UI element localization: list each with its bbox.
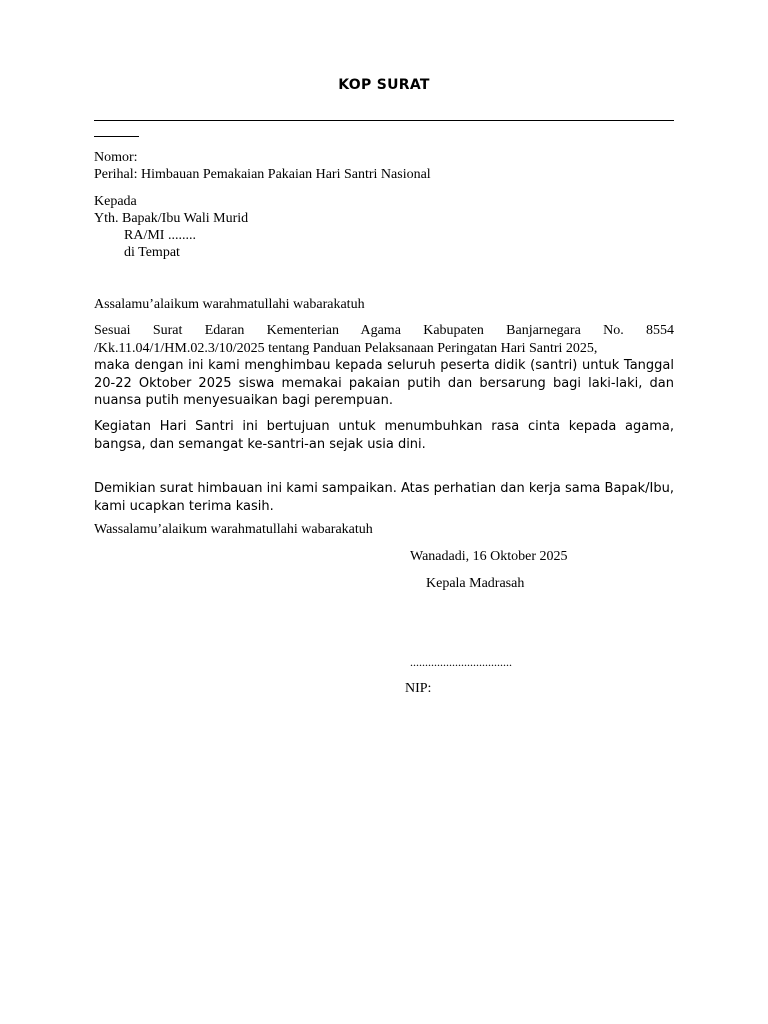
recipient-school: RA/MI ........ (124, 228, 196, 243)
opening-greeting: Assalamu’alaikum warahmatullahi wabarakatuh (94, 297, 365, 312)
letter-number: Nomor: (94, 150, 138, 165)
paragraph-purpose: Kegiatan Hari Santri ini bertujuan untuk menumbuhkan rasa cinta kepada agama, bangsa, dan semangat ke-santri-an sejak usia dini. (94, 419, 674, 452)
signer-title: Kepala Madrasah (426, 576, 525, 591)
recipient-name: Yth. Bapak/Ibu Wali Murid (94, 211, 249, 226)
recipient-heading: Kepada (94, 194, 137, 209)
header-divider-line-continuation (94, 136, 139, 137)
header-divider-line (94, 120, 674, 121)
paragraph-dress-code: maka dengan ini kami menghimbau kepada seluruh peserta didik (santri) untuk Tanggal 20-22 Oktober 2025 siswa memakai pakaian putih dan bersarung bagi laki-laki, dan nuansa putih menyesuaikan bagi perempuan. (94, 358, 674, 408)
signature-line: .................................. (410, 655, 512, 669)
letter-header-title: KOP SURAT (338, 77, 430, 93)
signature-date-place: Wanadadi, 16 Oktober 2025 (410, 549, 568, 564)
recipient-place: di Tempat (124, 245, 180, 260)
letter-subject: Perihal: Himbauan Pemakaian Pakaian Hari Santri Nasional (94, 167, 431, 182)
paragraph-closing: Demikian surat himbauan ini kami sampaikan. Atas perhatian dan kerja sama Bapak/Ibu, kami ucapkan terima kasih. (94, 481, 674, 514)
paragraph-circular-reference: Sesuai Surat Edaran Kementerian Agama Kabupaten Banjarnegara No. 8554 /Kk.11.04/1/HM.02.3/10/2025 tentang Panduan Pelaksanaan Peringatan Hari Santri 2025, (94, 323, 674, 356)
signer-nip: NIP: (405, 681, 432, 696)
closing-greeting: Wassalamu’alaikum warahmatullahi wabarakatuh (94, 522, 373, 537)
